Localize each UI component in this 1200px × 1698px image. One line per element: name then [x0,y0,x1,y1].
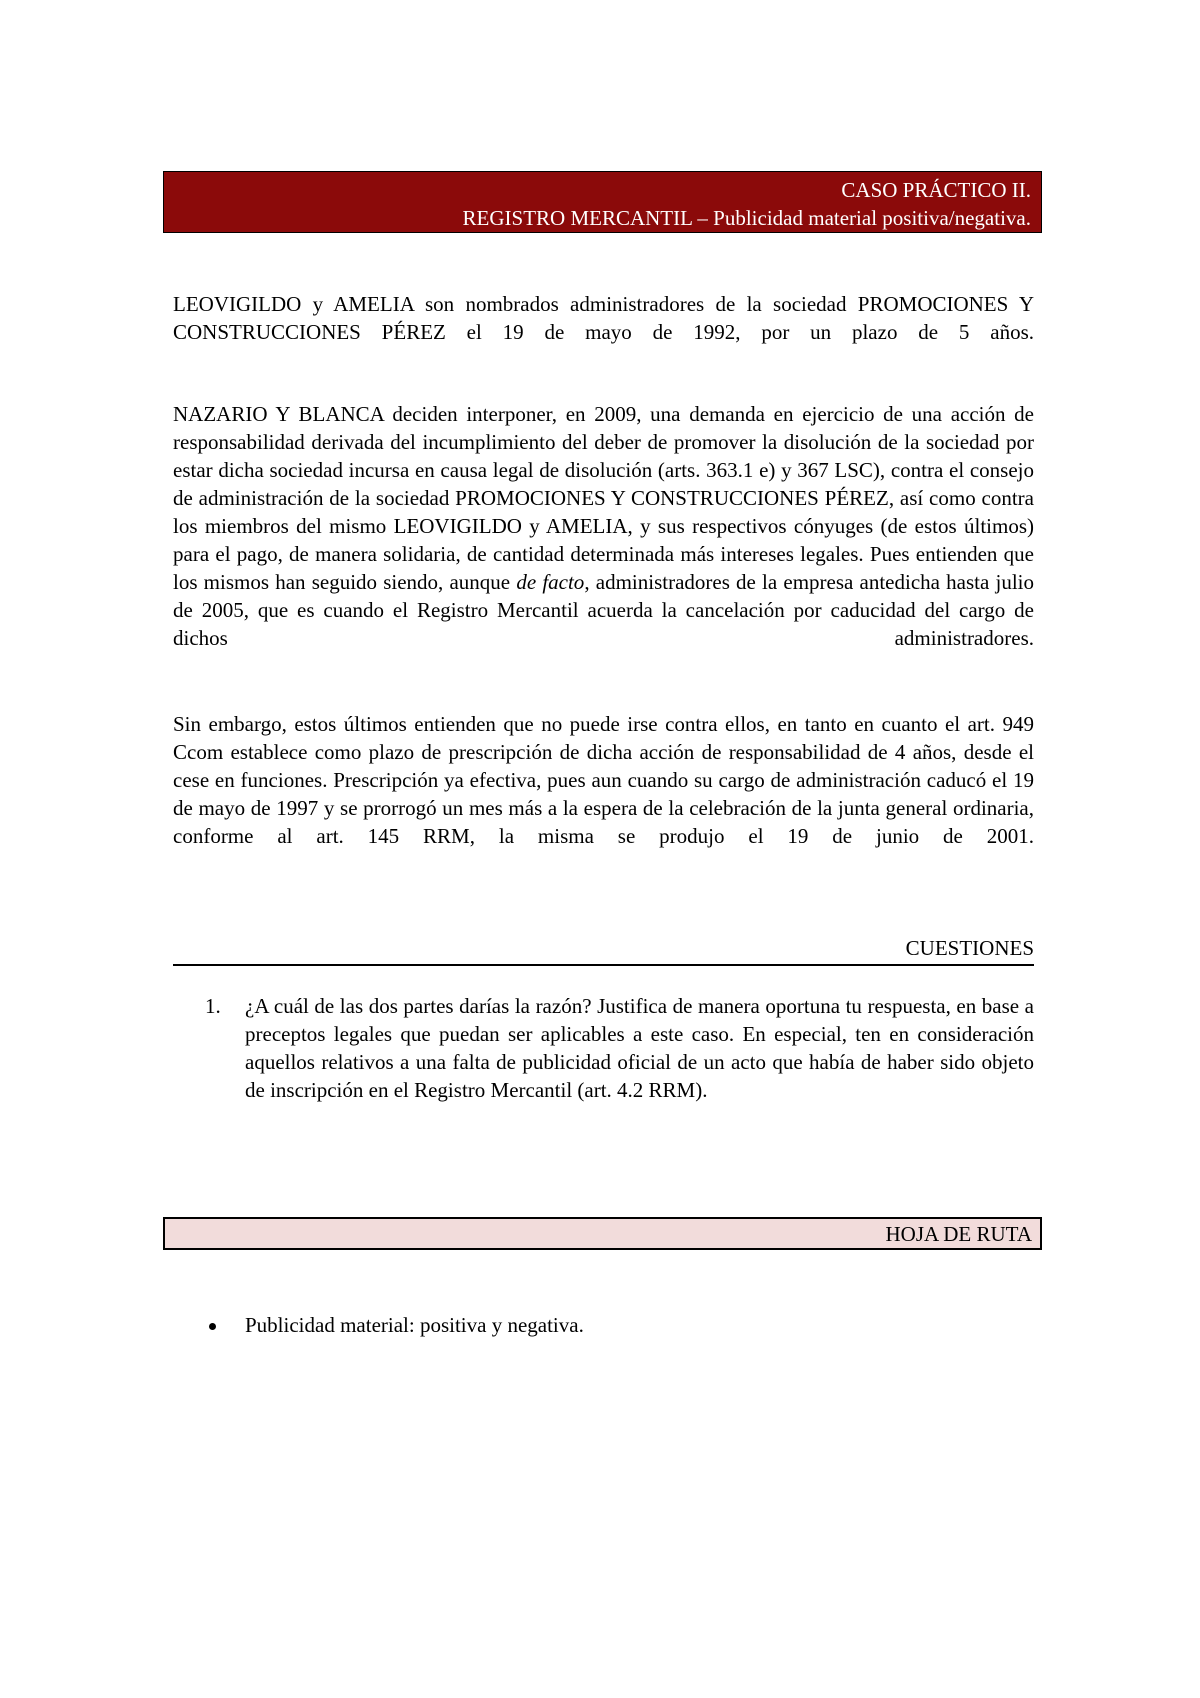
case-title-banner [163,171,1042,233]
question-text: ¿A cuál de las dos partes darías la razón? Justifica de manera oportuna tu respuesta, en base a preceptos legales que puedan ser aplicables a este caso. En especial, ten en consideración aquellos relativos a una falta de publicidad oficial de un acto que había de haber sido objeto de inscripción en el Registro Mercantil (art. 4.2 RRM). [245,994,1034,1102]
paragraph-1-text: LEOVIGILDO y AMELIA son nombrados administradores de la sociedad PROMOCIONES Y CONSTRUCCIONES PÉREZ el 19 de mayo de 1992, por un plazo de 5 años. [173,292,1034,344]
hoja-de-ruta-heading: HOJA DE RUTA [163,1217,1042,1250]
question-item [205,992,1034,1104]
route-item-text: Publicidad material: positiva y negativa. [245,1313,584,1337]
case-subtitle: REGISTRO MERCANTIL – Publicidad material positiva/negativa. [462,206,1031,230]
case-title: CASO PRÁCTICO II. [841,178,1031,202]
paragraph-3-text: Sin embargo, estos últimos entienden que no puede irse contra ellos, en tanto en cuanto el art. 949 Ccom establece como plazo de prescripción de dicha acción de responsabilidad de 4 años, desde el cese en funciones. Prescripción ya efectiva, pues aun cuando su cargo de administración caducó el 19 de mayo de 1997 y se prorrogó un mes más a la espera de la celebración de la junta general ordinaria, conforme al art. 145 RRM, la misma se produjo el 19 de junio de 2001. [173,712,1034,848]
paragraph-2-text [173,400,1034,680]
paragraph-2-part-2: , administradores de la empresa antedicha hasta julio de 2005, que es cuando el Registro Mercantil acuerda la cancelación por caducidad del cargo de dichos administradores. [173,570,1034,650]
question-number: 1. [205,994,221,1018]
paragraph-2-part-1: NAZARIO Y BLANCA deciden interponer, en 2009, una demanda en ejercicio de una acción de responsabilidad derivada del incumplimiento del deber de promover la disolución de la sociedad por estar dicha sociedad incursa en causa legal de disolución (arts. 363.1 e) y 367 LSC), contra el consejo de administración de la sociedad PROMOCIONES Y CONSTRUCCIONES PÉREZ, así como contra los miembros del mismo LEOVIGILDO y AMELIA, y sus respectivos cónyuges (de estos últimos) para el pago, de manera solidaria, de cantidad determinada más intereses legales. Pues entienden que los mismos han seguido siendo, aunque [173,402,1034,594]
paragraph-2-italic: de facto [516,570,585,594]
route-list-item [205,1311,584,1339]
paragraph-1 [173,290,1034,374]
paragraph-3 [173,710,1034,878]
paragraph-2 [173,400,1034,680]
bullet-icon [209,1323,216,1330]
cuestiones-heading: CUESTIONES [173,934,1034,966]
